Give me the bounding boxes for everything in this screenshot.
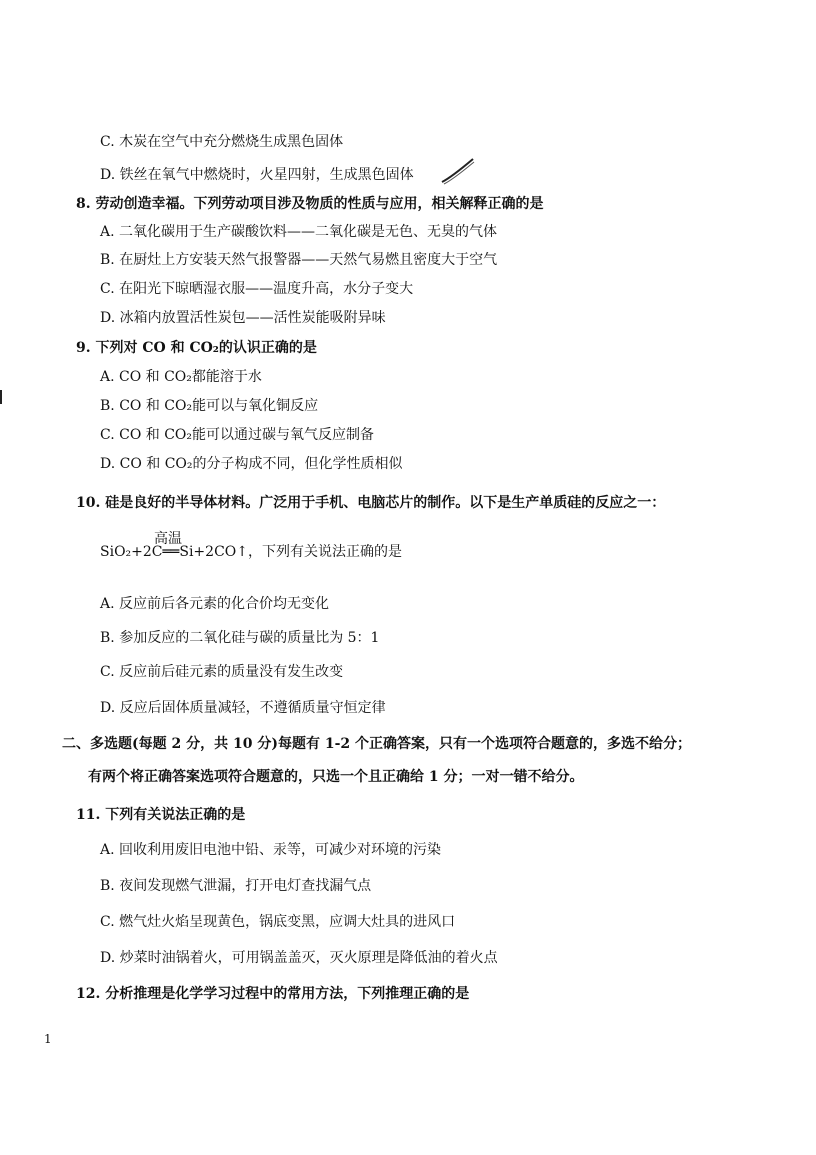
reaction-condition: 高温 xyxy=(154,531,182,547)
q11-option-d: D. 炒菜时油锅着火，可用锅盖盖灭，灭火原理是降低油的着火点 xyxy=(100,950,498,966)
q10-option-c: C. 反应前后硅元素的质量没有发生改变 xyxy=(100,664,344,680)
q8-option-b: B. 在厨灶上方安装天然气报警器——天然气易燃且密度大于空气 xyxy=(100,252,498,268)
question-10: 10. 硅是良好的半导体材料。广泛用于手机、电脑芯片的制作。以下是生产单质硅的反应之一： xyxy=(76,495,666,511)
q11-option-b: B. 夜间发现燃气泄漏，打开电灯查找漏气点 xyxy=(100,878,372,894)
equation-text: SiO₂+2C══Si+2CO↑，下列有关说法正确的是 xyxy=(100,544,402,560)
pen-mark-icon xyxy=(440,156,476,186)
section-2-instructions-line2: 有两个将正确答案选项符合题意的，只选一个且正确给 1 分；一对一错不给分。 xyxy=(88,769,584,785)
q8-option-a: A. 二氧化碳用于生产碳酸饮料——二氧化碳是无色、无臭的气体 xyxy=(100,224,498,240)
question-8: 8. 劳动创造幸福。下列劳动项目涉及物质的性质与应用，相关解释正确的是 xyxy=(76,196,544,212)
q10-option-a: A. 反应前后各元素的化合价均无变化 xyxy=(100,596,330,612)
q7-option-c: C. 木炭在空气中充分燃烧生成黑色固体 xyxy=(100,134,344,150)
chemical-equation xyxy=(100,528,440,568)
q11-option-a: A. 回收利用废旧电池中铅、汞等，可减少对环境的污染 xyxy=(100,842,442,858)
q8-option-d: D. 冰箱内放置活性炭包——活性炭能吸附异味 xyxy=(100,310,386,326)
q11-option-c: C. 燃气灶火焰呈现黄色，锅底变黑，应调大灶具的进风口 xyxy=(100,914,456,930)
q9-option-a: A. CO 和 CO₂都能溶于水 xyxy=(100,369,262,385)
q9-option-d: D. CO 和 CO₂的分子构成不同，但化学性质相似 xyxy=(100,456,403,472)
q10-option-d: D. 反应后固体质量减轻，不遵循质量守恒定律 xyxy=(100,700,386,716)
q8-option-c: C. 在阳光下晾晒湿衣服——温度升高，水分子变大 xyxy=(100,281,414,297)
question-12: 12. 分析推理是化学学习过程中的常用方法，下列推理正确的是 xyxy=(76,986,470,1002)
question-11: 11. 下列有关说法正确的是 xyxy=(76,807,246,823)
q7-option-d: D. 铁丝在氧气中燃烧时，火星四射，生成黑色固体 xyxy=(100,167,414,183)
page-number: 1 xyxy=(44,1032,52,1046)
section-2-instructions-line1: 二、多选题(每题 2 分，共 10 分)每题有 1-2 个正确答案，只有一个选项符合题意的，多选不给分； xyxy=(62,736,692,752)
q9-option-b: B. CO 和 CO₂能可以与氧化铜反应 xyxy=(100,398,319,414)
question-9: 9. 下列对 CO 和 CO₂的认识正确的是 xyxy=(76,340,317,356)
q9-option-c: C. CO 和 CO₂能可以通过碳与氧气反应制备 xyxy=(100,427,375,443)
scan-edge-mark xyxy=(0,390,2,404)
q10-option-b: B. 参加反应的二氧化硅与碳的质量比为 5：1 xyxy=(100,630,380,646)
